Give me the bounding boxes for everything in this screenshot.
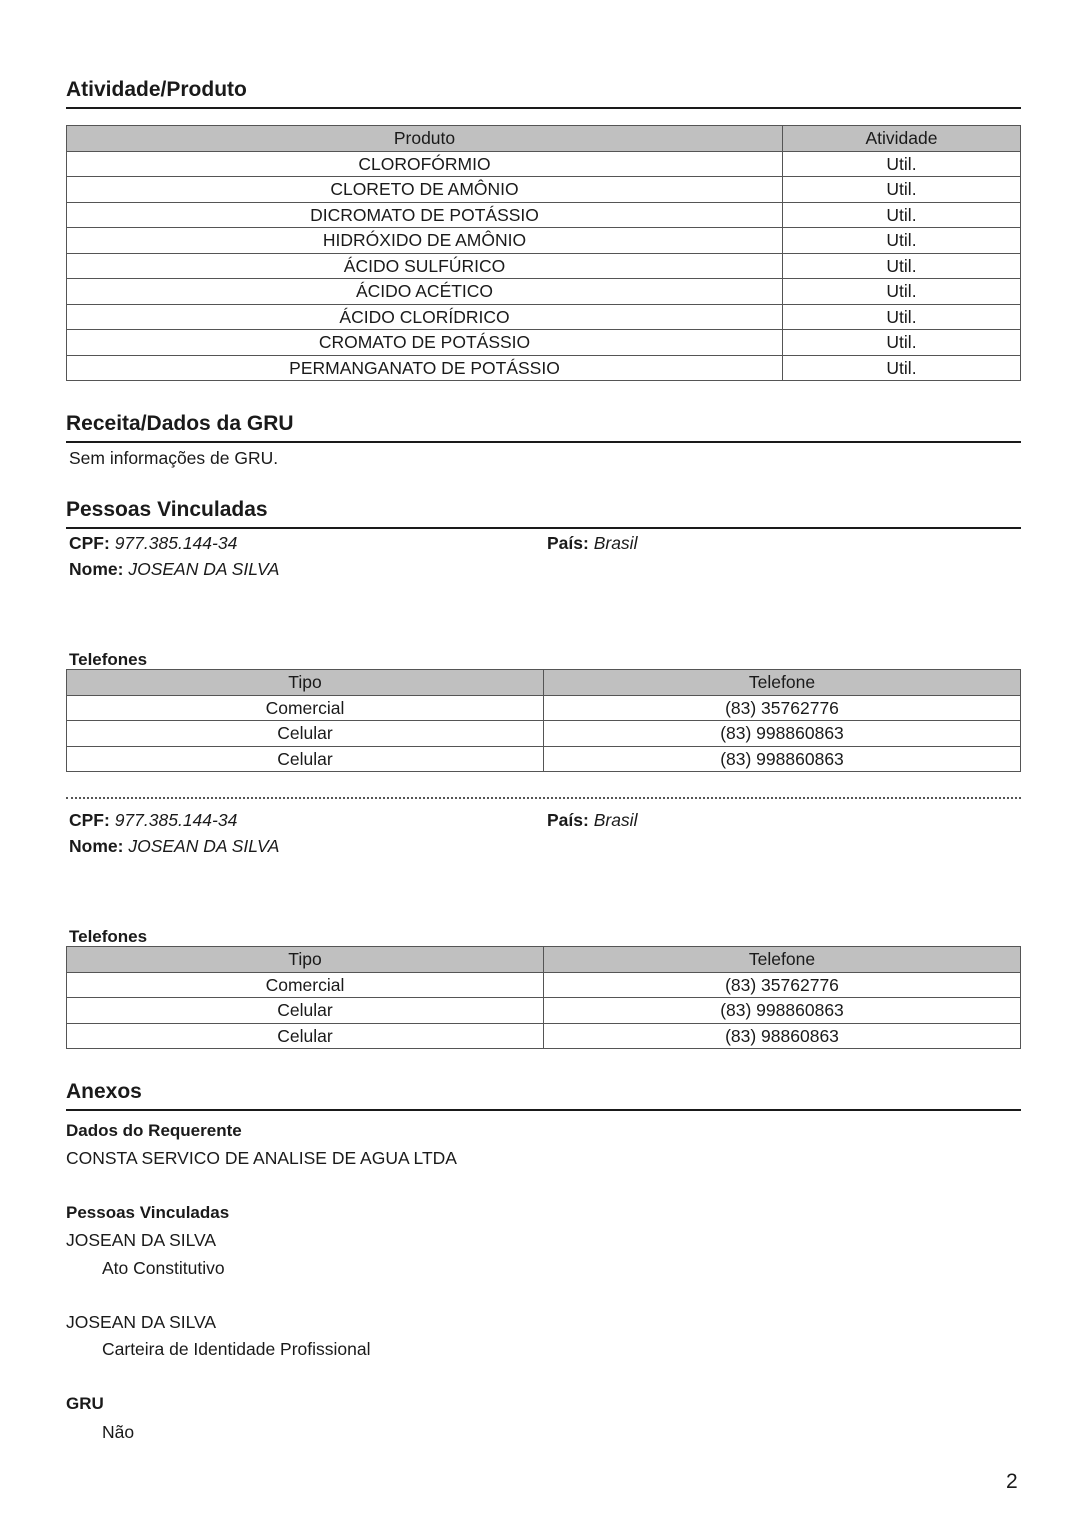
pais-value: Brasil bbox=[593, 533, 638, 553]
pais-label: País: bbox=[547, 533, 589, 553]
anexo-document: Ato Constitutivo bbox=[102, 1258, 225, 1278]
table-row bbox=[67, 330, 1021, 356]
atividade-cell: Util. bbox=[783, 202, 1021, 228]
dados-requerente-value: CONSTA SERVICO DE ANALISE DE AGUA LTDA bbox=[66, 1148, 457, 1168]
dados-requerente-label: Dados do Requerente bbox=[66, 1121, 242, 1140]
produto-cell: DICROMATO DE POTÁSSIO bbox=[67, 202, 783, 228]
column-header-tipo: Tipo bbox=[67, 670, 544, 696]
table-row bbox=[67, 151, 1021, 177]
column-header-telefone: Telefone bbox=[544, 670, 1021, 696]
telefone-cell: (83) 98860863 bbox=[544, 1023, 1021, 1049]
telefone-cell: (83) 998860863 bbox=[544, 746, 1021, 772]
anexo-person-name: JOSEAN DA SILVA bbox=[66, 1312, 217, 1332]
dotted-separator bbox=[66, 797, 1021, 801]
atividade-cell: Util. bbox=[783, 177, 1021, 203]
section-title-atividade-produto: Atividade/Produto bbox=[66, 78, 1021, 109]
telefone-cell: (83) 35762776 bbox=[544, 972, 1021, 998]
table-header-row bbox=[67, 126, 1021, 152]
table-row bbox=[67, 177, 1021, 203]
atividade-cell: Util. bbox=[783, 355, 1021, 381]
table-row bbox=[67, 998, 1021, 1024]
person-2-pais bbox=[547, 810, 637, 831]
produto-cell: CLOROFÓRMIO bbox=[67, 151, 783, 177]
section-title-pessoas-vinculadas: Pessoas Vinculadas bbox=[66, 498, 1021, 529]
nome-label: Nome: bbox=[69, 836, 124, 856]
telefones-table bbox=[66, 669, 1021, 772]
table-row bbox=[67, 253, 1021, 279]
table-row bbox=[67, 355, 1021, 381]
table-header-row bbox=[67, 947, 1021, 973]
produto-cell: CLORETO DE AMÔNIO bbox=[67, 177, 783, 203]
telefone-cell: (83) 35762776 bbox=[544, 695, 1021, 721]
table-row bbox=[67, 279, 1021, 305]
anexo-document: Carteira de Identidade Profissional bbox=[102, 1339, 371, 1359]
cpf-value: 977.385.144-34 bbox=[114, 533, 238, 553]
atividade-cell: Util. bbox=[783, 151, 1021, 177]
person-1-cpf bbox=[69, 533, 237, 554]
nome-label: Nome: bbox=[69, 559, 124, 579]
table-row bbox=[67, 721, 1021, 747]
tipo-cell: Celular bbox=[67, 746, 544, 772]
table-header-row bbox=[67, 670, 1021, 696]
telefones-heading: Telefones bbox=[69, 650, 148, 669]
cpf-value: 977.385.144-34 bbox=[114, 810, 238, 830]
person-1-nome bbox=[69, 559, 279, 580]
telefones-heading: Telefones bbox=[69, 927, 148, 946]
pais-label: País: bbox=[547, 810, 589, 830]
person-2-cpf bbox=[69, 810, 237, 831]
telefone-cell: (83) 998860863 bbox=[544, 998, 1021, 1024]
atividade-cell: Util. bbox=[783, 228, 1021, 254]
produto-cell: ÁCIDO ACÉTICO bbox=[67, 279, 783, 305]
anexo-gru-label: GRU bbox=[66, 1394, 104, 1413]
column-header-produto: Produto bbox=[67, 126, 783, 152]
table-row bbox=[67, 1023, 1021, 1049]
column-header-tipo: Tipo bbox=[67, 947, 544, 973]
tipo-cell: Celular bbox=[67, 1023, 544, 1049]
section-title-receita-gru: Receita/Dados da GRU bbox=[66, 412, 1021, 443]
produto-cell: ÁCIDO CLORÍDRICO bbox=[67, 304, 783, 330]
produto-cell: HIDRÓXIDO DE AMÔNIO bbox=[67, 228, 783, 254]
anexos-pessoas-vinculadas-label: Pessoas Vinculadas bbox=[66, 1203, 230, 1222]
atividade-cell: Util. bbox=[783, 253, 1021, 279]
table-row bbox=[67, 972, 1021, 998]
telefones-table bbox=[66, 946, 1021, 1049]
anexo-gru-value: Não bbox=[102, 1422, 135, 1442]
person-1-pais bbox=[547, 533, 637, 554]
table-row bbox=[67, 304, 1021, 330]
telefone-cell: (83) 998860863 bbox=[544, 721, 1021, 747]
tipo-cell: Comercial bbox=[67, 695, 544, 721]
produto-cell: PERMANGANATO DE POTÁSSIO bbox=[67, 355, 783, 381]
produto-table bbox=[66, 125, 1021, 381]
produto-cell: ÁCIDO SULFÚRICO bbox=[67, 253, 783, 279]
column-header-telefone: Telefone bbox=[544, 947, 1021, 973]
table-row bbox=[67, 695, 1021, 721]
nome-value: JOSEAN DA SILVA bbox=[128, 559, 280, 579]
gru-info-text: Sem informações de GRU. bbox=[69, 448, 279, 468]
cpf-label: CPF: bbox=[69, 810, 110, 830]
atividade-cell: Util. bbox=[783, 330, 1021, 356]
person-2-nome bbox=[69, 836, 279, 857]
produto-cell: CROMATO DE POTÁSSIO bbox=[67, 330, 783, 356]
pais-value: Brasil bbox=[593, 810, 638, 830]
atividade-cell: Util. bbox=[783, 304, 1021, 330]
atividade-cell: Util. bbox=[783, 279, 1021, 305]
section-title-anexos: Anexos bbox=[66, 1080, 1021, 1111]
nome-value: JOSEAN DA SILVA bbox=[128, 836, 280, 856]
anexo-person-name: JOSEAN DA SILVA bbox=[66, 1230, 217, 1250]
cpf-label: CPF: bbox=[69, 533, 110, 553]
tipo-cell: Celular bbox=[67, 721, 544, 747]
page-number: 2 bbox=[1006, 1470, 1018, 1493]
table-row bbox=[67, 746, 1021, 772]
tipo-cell: Comercial bbox=[67, 972, 544, 998]
tipo-cell: Celular bbox=[67, 998, 544, 1024]
table-row bbox=[67, 228, 1021, 254]
table-row bbox=[67, 202, 1021, 228]
column-header-atividade: Atividade bbox=[783, 126, 1021, 152]
